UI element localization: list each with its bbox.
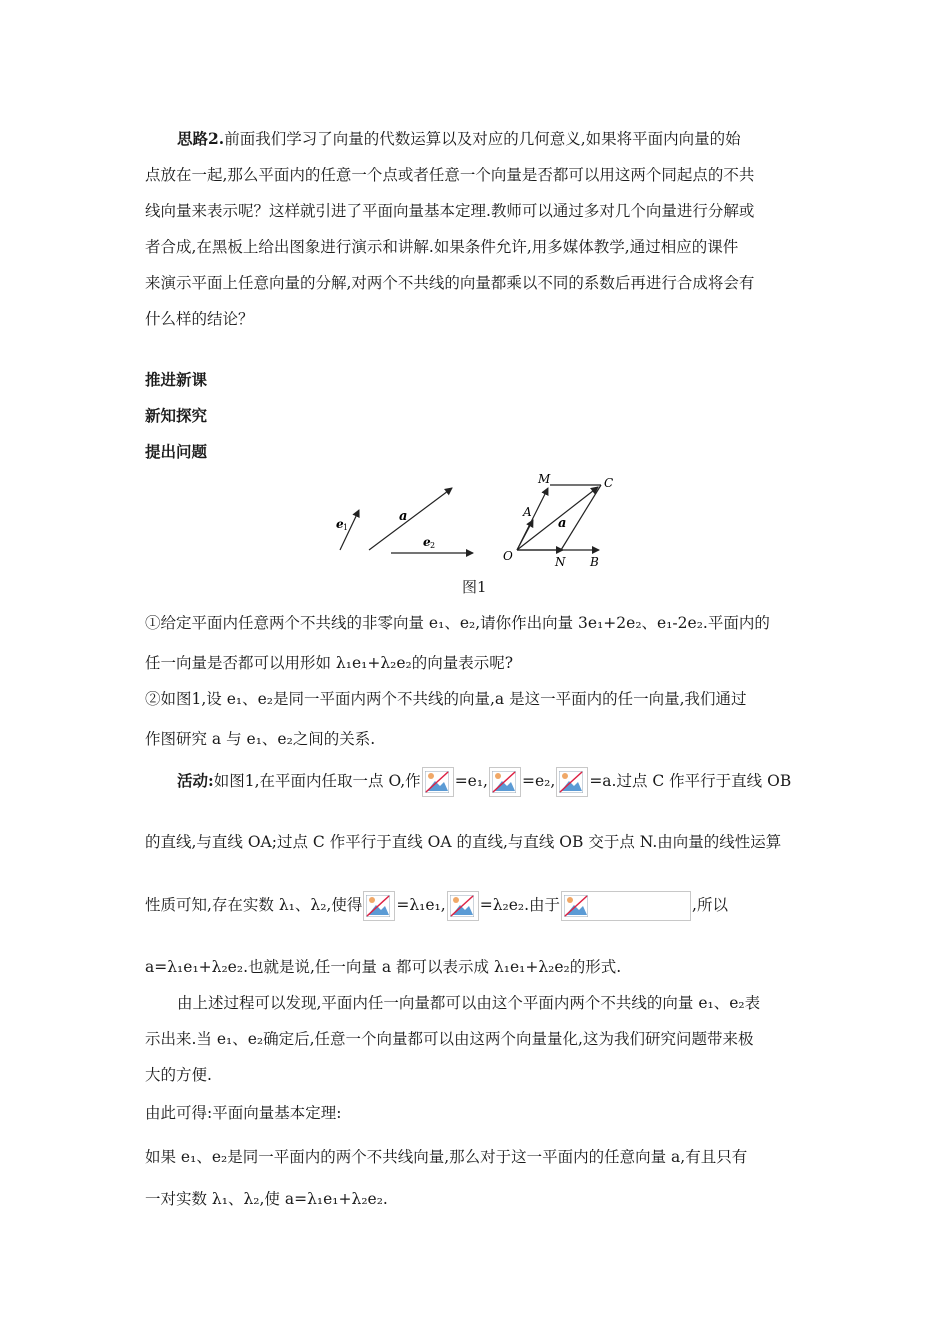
para1-line5: 来演示平面上任意向量的分解,对两个不共线的向量都乘以不同的系数后再进行合成将会有 (145, 274, 755, 292)
broken-image-icon (363, 891, 395, 921)
segment-cn (561, 485, 601, 550)
para2-line2: 示出来.当 e₁、e₂确定后,任意一个向量都可以由这两个向量量化,这为我们研究问题带来极 (145, 1030, 754, 1048)
theorem-line1: 如果 e₁、e₂是同一平面内的两个不共线向量,那么对于这一平面内的任意向量 a,有且只有 (145, 1148, 748, 1166)
para2-line1: 由上述过程可以发现,平面内任一向量都可以由这个平面内两个不共线的向量 e₁、e₂表 (177, 994, 761, 1012)
activity-line3: 性质可知,存在实数 λ₁、λ₂,使得 =λ₁e₁, =λ₂e₂.由于 ,所以 (145, 890, 728, 921)
label-O: O (503, 549, 513, 563)
theorem-intro: 由此可得:平面向量基本定理: (145, 1104, 342, 1122)
para1-line2: 点放在一起,那么平面内的任意一个点或者任意一个向量是否都可以用这两个同起点的不共 (145, 166, 755, 184)
label-e2-sub: 2 (430, 541, 436, 550)
broken-image-icon (447, 891, 479, 921)
question2-line1: ②如图1,设 e₁、e₂是同一平面内两个不共线的向量,a 是这一平面内的任一向量,我们通过 (145, 690, 747, 708)
activity-line2: 的直线,与直线 OA;过点 C 作平行于直线 OA 的直线,与直线 OB 交于点 N.由向量的线性运算 (145, 833, 782, 851)
theorem-line2: 一对实数 λ₁、λ₂,使 a=λ₁e₁+λ₂e₂. (145, 1190, 388, 1208)
question1-line2: 任一向量是否都可以用形如 λ₁e₁+λ₂e₂的向量表示呢? (145, 654, 514, 672)
broken-image-icon (561, 891, 691, 921)
vector-oa-arrow (517, 520, 533, 550)
activity-line1: 活动:如图1,在平面内任取一点 O,作 =e₁, =e₂, =a.过点 C 作平行于直线 OB (177, 766, 791, 797)
para1-line6: 什么样的结论？ (145, 310, 254, 328)
activity-line4: a=λ₁e₁+λ₂e₂.也就是说,任一向量 a 都可以表示成 λ₁e₁+λ₂e₂的形式. (145, 958, 622, 976)
para1-line1: 思路2.前面我们学习了向量的代数运算以及对应的几何意义,如果将平面内向量的始 (177, 129, 741, 148)
para2-line3: 大的方便. (145, 1066, 212, 1084)
vector-a-arrow (369, 488, 452, 550)
broken-image-icon (489, 767, 521, 797)
heading-new-lesson: 推进新课 (145, 370, 208, 389)
heading-questions: 提出问题 (145, 442, 208, 461)
label-e1-sub: 1 (343, 523, 349, 532)
label-C: C (604, 476, 614, 490)
broken-image-icon (556, 767, 588, 797)
vector-figure (325, 468, 625, 578)
heading-explore: 新知探究 (145, 406, 208, 425)
label-e2: e (423, 535, 431, 549)
label-a: a (399, 509, 408, 524)
label-B: B (590, 555, 599, 569)
figure-caption: 图1 (462, 578, 487, 596)
label-A: A (523, 505, 532, 519)
label-e1: e (336, 517, 344, 531)
para1-line3: 线向量来表示呢？这样就引进了平面向量基本定理.教师可以通过多对几个向量进行分解或 (145, 202, 755, 220)
question1-line1: ①给定平面内任意两个不共线的非零向量 e₁、e₂,请你作出向量 3e₁+2e₂、e₁-2e₂.平面内的 (145, 614, 770, 632)
activity-label: 活动: (177, 771, 214, 790)
label-N: N (555, 555, 566, 569)
broken-image-icon (422, 767, 454, 797)
question2-line2: 作图研究 a 与 e₁、e₂之间的关系. (145, 730, 376, 748)
para1-line4: 者合成,在黑板上给出图象进行演示和讲解.如果条件允许,用多媒体教学,通过相应的课件 (145, 238, 739, 256)
label-M: M (538, 472, 551, 486)
label-a-right: a (558, 516, 567, 531)
idea-label: 思路2. (177, 129, 225, 148)
